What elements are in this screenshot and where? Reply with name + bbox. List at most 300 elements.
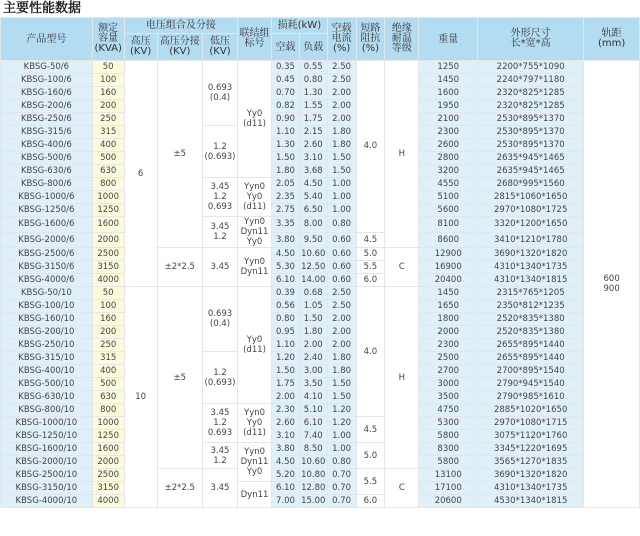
dimensions-cell: 2655*895*1440 (478, 339, 584, 352)
impedance-cell: 4.0 (356, 287, 385, 417)
hv-voltage-cell: 10 (124, 287, 157, 508)
table-row (1, 178, 640, 191)
noload-loss-cell: 2.00 (272, 391, 300, 404)
header-loss-group: 损耗(kW) (272, 18, 328, 34)
dimensions-cell: 4310*1340*1735 (478, 261, 584, 274)
load-loss-cell: 6.50 (299, 204, 327, 217)
weight-cell: 2000 (419, 326, 478, 339)
noload-current-cell: 1.80 (327, 139, 356, 152)
load-loss-cell: 14.00 (301, 275, 326, 285)
noload-current-cell: 0.60 (327, 261, 356, 274)
table-row (1, 217, 640, 233)
impedance-cell: 5.0 (356, 248, 385, 261)
table-row (1, 248, 640, 261)
header-noload-loss: 空载 (272, 34, 300, 61)
noload-loss-cell: 3.10 (272, 430, 300, 443)
dimensions-cell: 2520*835*1380 (478, 326, 584, 339)
noload-loss-cell: 2.60 (272, 417, 300, 430)
impedance-cell: 6.0 (356, 495, 385, 508)
tap-range-cell: ±2*2.5 (157, 248, 202, 287)
lv-voltage-cell (202, 469, 237, 508)
table-row (1, 139, 640, 152)
tap-range-cell: ±5 (157, 287, 202, 469)
table-row (1, 100, 640, 113)
noload-current-cell: 2.00 (327, 339, 356, 352)
model-cell: KBSG-630/10 (1, 391, 93, 404)
table-body (1, 61, 640, 508)
load-loss-cell: 3.00 (299, 365, 327, 378)
lv-voltage-cell-line: (0.4) (209, 93, 231, 103)
noload-current-cell: 1.00 (327, 430, 356, 443)
model-cell: KBSG-2500/10 (1, 469, 93, 482)
weight-cell: 2600 (419, 139, 478, 152)
weight-cell: 17100 (419, 482, 478, 495)
hv-voltage-cell: 6 (124, 61, 157, 287)
lv-voltage-cell-line: (0.4) (209, 319, 231, 329)
load-loss-cell: 2.00 (299, 339, 327, 352)
gauge-cell-line: 600 (603, 274, 620, 284)
capacity-cell: 200 (92, 100, 124, 113)
load-loss-cell: 1.75 (299, 113, 327, 126)
weight-cell: 2500 (419, 352, 478, 365)
capacity-cell: 2000 (92, 456, 124, 469)
table-row (1, 404, 640, 417)
weight-cell: 1250 (419, 61, 478, 74)
table-row (1, 378, 640, 391)
capacity-cell: 4000 (92, 495, 124, 508)
table-row (1, 313, 640, 326)
noload-current-cell: 1.50 (327, 391, 356, 404)
lv-voltage-cell-line: (0.693) (204, 151, 236, 162)
noload-current-cell: 1.00 (327, 204, 356, 217)
dimensions-cell: 4530*1340*1815 (478, 495, 584, 508)
dimensions-cell: 4310*1340*1735 (478, 482, 584, 495)
noload-loss-cell: 0.70 (272, 87, 300, 100)
table-row (1, 232, 640, 248)
capacity-cell: 50 (92, 287, 124, 300)
header-impedance: 短路 阻抗 (%) (356, 18, 385, 61)
dimensions-cell: 2530*895*1370 (478, 113, 584, 126)
weight-cell: 4750 (419, 404, 478, 417)
lv-voltage-cell (202, 61, 237, 126)
tap-range-cell: ±5 (157, 61, 202, 248)
table-row (1, 326, 640, 339)
capacity-cell: 630 (92, 165, 124, 178)
lv-voltage-cell-line: (0.693) (204, 377, 236, 388)
lv-voltage-cell-line: 1.2 (213, 141, 227, 152)
table-row (1, 365, 640, 378)
model-cell: KBSG-3150/6 (1, 261, 93, 274)
table-row (1, 339, 640, 352)
header-gauge: 轨距 (mm) (584, 18, 640, 61)
noload-loss-cell: 4.50 (272, 456, 300, 469)
lv-voltage-cell (202, 404, 237, 443)
capacity-cell: 400 (92, 365, 124, 378)
capacity-cell: 630 (92, 391, 124, 404)
connection-group-cell-line: Yyn0 (244, 257, 266, 267)
weight-cell: 1800 (419, 313, 478, 326)
load-loss-cell: 8.50 (299, 443, 327, 456)
header-dimensions: 外形尺寸 长*宽*高 (478, 18, 584, 61)
performance-data-table (0, 17, 640, 508)
impedance-cell: 4.5 (356, 232, 385, 248)
noload-loss-cell: 0.35 (272, 61, 300, 74)
model-cell: KBSG-500/10 (1, 378, 93, 391)
weight-cell: 8600 (419, 232, 478, 248)
load-loss-cell: 1.55 (299, 100, 327, 113)
lv-voltage-cell-line: 0.693 (207, 428, 233, 438)
noload-current-cell: 0.80 (327, 217, 356, 233)
noload-loss-cell: 3.80 (272, 443, 300, 456)
capacity-cell: 250 (92, 113, 124, 126)
noload-loss-cell: 5.20 (272, 469, 300, 482)
dimensions-cell: 4310*1340*1815 (478, 274, 584, 287)
load-loss-cell: 15.00 (301, 496, 326, 506)
noload-loss-cell: 1.80 (272, 165, 300, 178)
model-cell: KBSG-315/6 (1, 126, 93, 139)
lv-voltage-cell (202, 217, 237, 248)
weight-cell: 1950 (419, 100, 478, 113)
load-loss-cell: 1.50 (299, 313, 327, 326)
lv-voltage-cell-line: 3.45 (210, 262, 230, 272)
table-row (1, 87, 640, 100)
weight-cell: 1600 (419, 87, 478, 100)
dimensions-cell: 2970*1080*1725 (478, 204, 584, 217)
table-row (1, 456, 640, 469)
weight-cell: 3200 (419, 165, 478, 178)
weight-cell: 2800 (419, 152, 478, 165)
lv-voltage-cell-line: 3.45 (210, 222, 230, 232)
weight-cell: 5100 (419, 191, 478, 204)
header-hv: 高压 (KV) (124, 34, 157, 61)
capacity-cell: 100 (92, 74, 124, 87)
connection-group-cell (238, 248, 272, 287)
noload-current-cell: 1.00 (327, 191, 356, 204)
weight-cell: 12900 (419, 248, 478, 261)
connection-group-cell-line: Dyn11 (240, 267, 269, 277)
lv-voltage-cell-line: 3.45 (210, 445, 230, 456)
capacity-cell: 4000 (92, 274, 124, 287)
dimensions-cell: 2320*825*1285 (478, 100, 584, 113)
insulation-class-cell: H (385, 287, 419, 469)
dimensions-cell: 3690*1320*1820 (478, 248, 584, 261)
weight-cell: 1650 (419, 300, 478, 313)
capacity-cell: 400 (92, 139, 124, 152)
load-loss-cell: 4.10 (299, 391, 327, 404)
noload-current-cell: 1.50 (327, 378, 356, 391)
weight-cell: 8100 (419, 217, 478, 233)
weight-cell: 16900 (419, 261, 478, 274)
capacity-cell: 2500 (92, 469, 124, 482)
model-cell: KBSG-50/6 (1, 61, 93, 74)
table-row (1, 152, 640, 165)
lv-voltage-cell-line: 1.2 (213, 455, 227, 466)
weight-cell: 5300 (419, 417, 478, 430)
dimensions-cell: 2655*895*1440 (478, 352, 584, 365)
weight-cell: 20400 (419, 274, 478, 287)
capacity-cell: 2000 (92, 232, 124, 248)
header-noload-current: 空载 电流 (%) (327, 18, 356, 61)
model-cell: KBSG-500/6 (1, 152, 93, 165)
dimensions-cell: 3320*1200*1650 (478, 217, 584, 233)
noload-current-cell: 2.50 (327, 61, 356, 74)
table-row (1, 287, 640, 300)
weight-cell: 20600 (419, 495, 478, 508)
weight-cell: 5600 (419, 204, 478, 217)
capacity-cell: 1000 (92, 417, 124, 430)
table-row (1, 352, 640, 365)
model-cell: KBSG-250/6 (1, 113, 93, 126)
noload-loss-cell: 2.30 (272, 404, 300, 417)
noload-current-cell: 1.20 (327, 417, 356, 430)
dimensions-cell: 2315*765*1205 (478, 287, 584, 300)
model-cell: KBSG-100/6 (1, 74, 93, 87)
table-row (1, 191, 640, 204)
lv-voltage-cell-line: 3.45 (210, 182, 230, 192)
model-cell: KBSG-1250/6 (1, 204, 93, 217)
connection-group-cell-line: (d11) (243, 428, 266, 438)
connection-group-cell-line: Dyn11 (240, 457, 269, 467)
noload-current-cell: 0.60 (327, 232, 356, 248)
connection-group-cell-line: Yyn0 (244, 217, 266, 227)
dimensions-cell: 2790*985*1610 (478, 391, 584, 404)
capacity-cell: 1600 (92, 217, 124, 233)
noload-current-cell: 1.00 (327, 178, 356, 191)
model-cell: KBSG-3150/10 (1, 482, 93, 495)
noload-loss-cell: 6.10 (272, 482, 300, 495)
impedance-cell: 4.5 (356, 417, 385, 443)
noload-current-cell: 2.00 (327, 87, 356, 100)
noload-loss-cell: 1.30 (272, 139, 300, 152)
model-cell: KBSG-2500/6 (1, 248, 93, 261)
noload-current-cell: 0.80 (327, 456, 356, 469)
weight-cell: 13100 (419, 469, 478, 482)
dimensions-cell: 3565*1270*1835 (478, 456, 584, 469)
noload-loss-cell: 2.75 (272, 204, 300, 217)
load-loss-cell: 1.05 (299, 300, 327, 313)
load-loss-cell: 5.40 (299, 191, 327, 204)
capacity-cell: 1600 (92, 443, 124, 456)
model-cell: KBSG-800/10 (1, 404, 93, 417)
noload-loss-cell: 1.75 (272, 378, 300, 391)
noload-current-cell: 1.20 (327, 404, 356, 417)
lv-voltage-cell-line: 0.693 (207, 83, 233, 93)
dimensions-cell: 2350*812*1235 (478, 300, 584, 313)
connection-group-cell-line: (d11) (243, 119, 266, 129)
model-cell: KBSG-630/6 (1, 165, 93, 178)
load-loss-cell: 0.55 (299, 61, 327, 74)
dimensions-cell: 2680*995*1560 (478, 178, 584, 191)
noload-current-cell: 1.00 (327, 443, 356, 456)
capacity-cell: 200 (92, 326, 124, 339)
impedance-cell: 6.0 (356, 274, 385, 287)
dimensions-cell: 2885*1020*1650 (478, 404, 584, 417)
table-row (1, 274, 640, 287)
load-loss-cell: 2.15 (299, 126, 327, 139)
load-loss-cell: 7.40 (299, 430, 327, 443)
model-cell: KBSG-2000/10 (1, 456, 93, 469)
noload-current-cell: 0.70 (327, 469, 356, 482)
noload-loss-cell: 3.35 (272, 217, 300, 233)
model-cell: KBSG-160/10 (1, 313, 93, 326)
gauge-cell (584, 61, 640, 508)
model-cell: KBSG-4000/6 (1, 274, 93, 287)
noload-current-cell: 0.70 (327, 495, 356, 508)
capacity-cell: 800 (92, 178, 124, 191)
noload-loss-cell: 0.80 (272, 313, 300, 326)
load-loss-cell: 12.80 (301, 483, 326, 493)
model-cell: KBSG-160/6 (1, 87, 93, 100)
dimensions-cell: 2200*755*1090 (478, 61, 584, 74)
noload-current-cell: 0.70 (327, 482, 356, 495)
weight-cell: 3000 (419, 378, 478, 391)
dimensions-cell: 2520*835*1380 (478, 313, 584, 326)
capacity-cell: 500 (92, 378, 124, 391)
model-cell: KBSG-400/6 (1, 139, 93, 152)
dimensions-cell: 2320*825*1285 (478, 87, 584, 100)
connection-group-cell-line: Yyn0 (244, 182, 266, 192)
noload-loss-cell: 1.10 (272, 126, 300, 139)
load-loss-cell: 6.10 (299, 417, 327, 430)
table-header (1, 18, 640, 61)
noload-current-cell: 1.50 (327, 165, 356, 178)
noload-current-cell: 1.80 (327, 365, 356, 378)
model-cell: KBSG-100/10 (1, 300, 93, 313)
noload-loss-cell: 2.35 (272, 191, 300, 204)
lv-voltage-cell-line: 3.45 (210, 408, 230, 418)
header-tap: 高压分接 (KV) (157, 34, 202, 61)
lv-voltage-cell (202, 443, 237, 469)
table-row (1, 165, 640, 178)
header-model: 产品型号 (1, 18, 93, 61)
table-row (1, 61, 640, 74)
model-cell: KBSG-1000/6 (1, 191, 93, 204)
model-cell: KBSG-250/10 (1, 339, 93, 352)
connection-group-cell (238, 217, 272, 248)
impedance-cell: 4.0 (356, 61, 385, 233)
load-loss-cell: 2.40 (299, 352, 327, 365)
table-row (1, 495, 640, 508)
load-loss-cell: 8.00 (299, 217, 327, 233)
noload-loss-cell: 0.82 (272, 100, 300, 113)
insulation-class-cell: C (385, 248, 419, 287)
load-loss-cell: 4.50 (299, 178, 327, 191)
impedance-cell: 5.5 (356, 469, 385, 495)
weight-cell: 2700 (419, 365, 478, 378)
load-loss-cell: 3.10 (299, 152, 327, 165)
connection-group-cell-line: Dyn11 (240, 227, 269, 237)
noload-current-cell: 2.00 (327, 326, 356, 339)
capacity-cell: 1250 (92, 430, 124, 443)
capacity-cell: 1250 (92, 204, 124, 217)
table-row (1, 113, 640, 126)
table-row (1, 482, 640, 495)
model-cell: KBSG-1600/10 (1, 443, 93, 456)
noload-current-cell: 2.00 (327, 313, 356, 326)
lv-voltage-cell-line: 1.2 (213, 418, 227, 428)
weight-cell: 8300 (419, 443, 478, 456)
lv-voltage-cell (202, 178, 237, 217)
noload-loss-cell: 0.95 (272, 326, 300, 339)
model-cell: KBSG-2000/6 (1, 232, 93, 248)
dimensions-cell: 2240*797*1180 (478, 74, 584, 87)
connection-group-cell (238, 404, 272, 443)
capacity-cell: 800 (92, 404, 124, 417)
table-row (1, 430, 640, 443)
capacity-cell: 160 (92, 87, 124, 100)
capacity-cell: 315 (92, 126, 124, 139)
noload-current-cell: 1.80 (327, 126, 356, 139)
noload-current-cell: 2.00 (327, 100, 356, 113)
weight-cell: 2100 (419, 113, 478, 126)
noload-current-cell: 2.00 (327, 113, 356, 126)
connection-group-cell-line: Yy0 (246, 237, 263, 247)
noload-loss-cell: 7.00 (272, 495, 300, 508)
noload-loss-cell: 0.90 (272, 113, 300, 126)
noload-current-cell: 2.50 (327, 300, 356, 313)
load-loss-cell: 12.50 (301, 262, 326, 272)
insulation-class-cell: H (385, 61, 419, 248)
load-loss-cell: 2.60 (299, 139, 327, 152)
model-cell: KBSG-1000/10 (1, 417, 93, 430)
connection-group-cell (238, 482, 272, 508)
header-capacity: 额定 容量 (KVA) (92, 18, 124, 61)
noload-current-cell: 0.60 (327, 274, 356, 287)
weight-cell: 1450 (419, 74, 478, 87)
header-connection: 联结组 标号 (238, 18, 272, 61)
load-loss-cell: 0.68 (299, 287, 327, 300)
load-loss-cell: 0.80 (299, 74, 327, 87)
dimensions-cell: 3075*1120*1760 (478, 430, 584, 443)
model-cell: KBSG-315/10 (1, 352, 93, 365)
lv-voltage-cell (202, 287, 237, 352)
table-row (1, 74, 640, 87)
connection-group-cell (238, 287, 272, 404)
capacity-cell: 500 (92, 152, 124, 165)
lv-voltage-cell-line: 1.2 (213, 367, 227, 378)
noload-loss-cell: 3.80 (272, 232, 300, 248)
connection-group-cell-line: Yy0 (246, 467, 263, 477)
connection-group-cell-line: Yy0 (246, 335, 263, 345)
noload-current-cell: 1.50 (327, 152, 356, 165)
model-cell: KBSG-400/10 (1, 365, 93, 378)
noload-current-cell: 1.80 (327, 352, 356, 365)
connection-group-cell-line: Yyn0 (244, 447, 266, 457)
capacity-cell: 160 (92, 313, 124, 326)
load-loss-cell: 10.60 (301, 457, 326, 467)
load-loss-cell: 5.10 (299, 404, 327, 417)
connection-group-cell-line: Yy0 (246, 109, 263, 119)
dimensions-cell: 2635*945*1465 (478, 152, 584, 165)
dimensions-cell: 2700*895*1540 (478, 365, 584, 378)
dimensions-cell: 2970*1080*1715 (478, 417, 584, 430)
lv-voltage-cell (202, 248, 237, 287)
dimensions-cell: 3345*1220*1695 (478, 443, 584, 456)
lv-voltage-cell-line: 0.693 (207, 309, 233, 319)
load-loss-cell: 10.80 (301, 470, 326, 480)
connection-group-cell-line: Yyn0 (244, 408, 266, 418)
table-row (1, 300, 640, 313)
dimensions-cell: 2530*895*1370 (478, 126, 584, 139)
dimensions-cell: 3690*1320*1820 (478, 469, 584, 482)
weight-cell: 2300 (419, 126, 478, 139)
load-loss-cell: 1.80 (299, 326, 327, 339)
load-loss-cell: 9.50 (299, 232, 327, 248)
load-loss-cell: 1.30 (299, 87, 327, 100)
capacity-cell: 1000 (92, 191, 124, 204)
noload-loss-cell: 1.50 (272, 365, 300, 378)
connection-group-cell-line: Yy0 (246, 192, 263, 202)
